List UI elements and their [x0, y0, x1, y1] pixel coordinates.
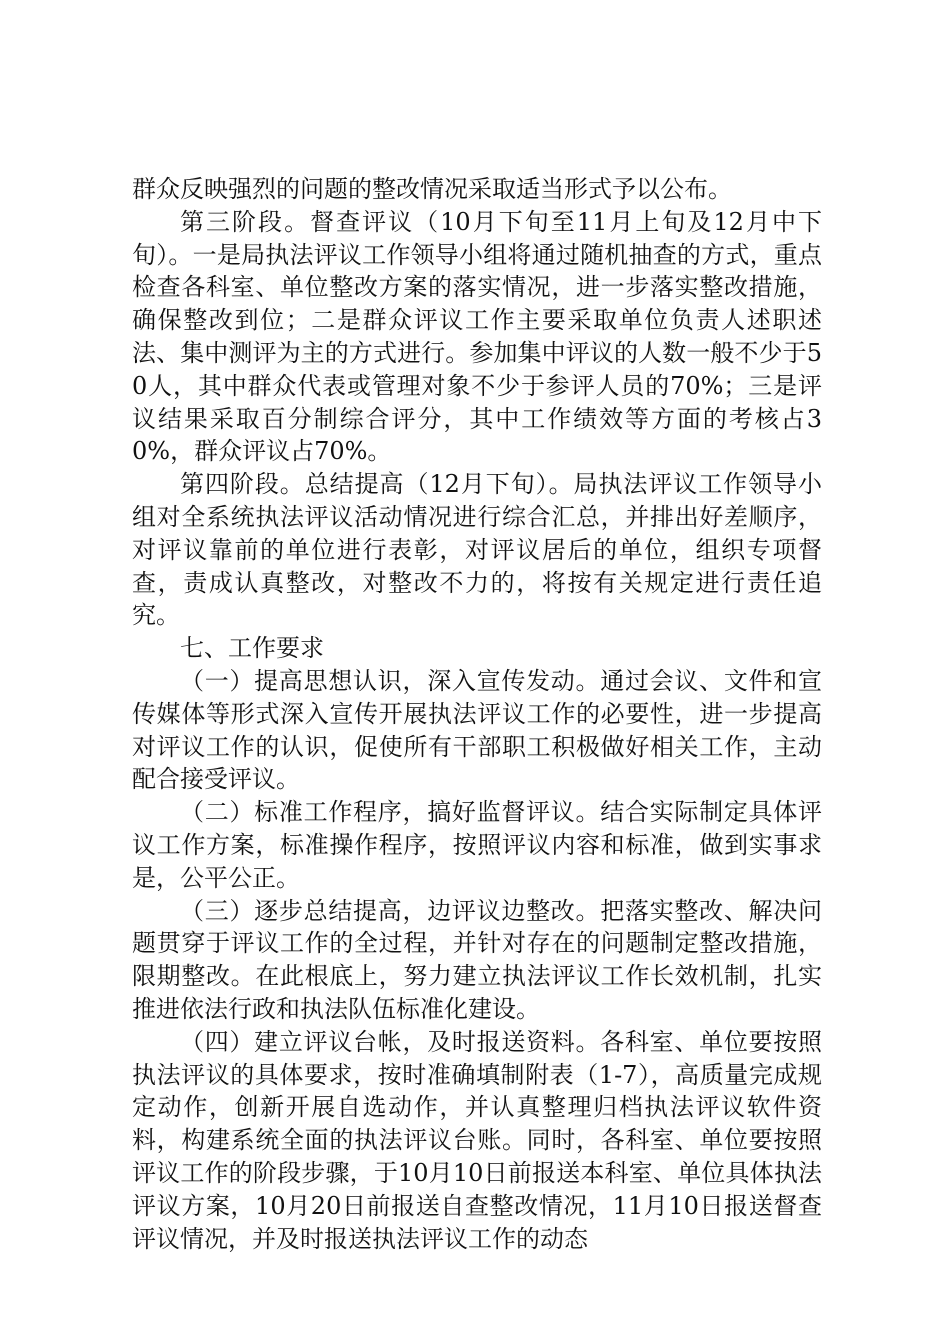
section-heading-work-requirements: 七、工作要求 [180, 634, 324, 663]
paragraph-1: 群众反映强烈的问题的整改情况采取适当形式予以公布。 [132, 175, 732, 203]
paragraph-stage-four: 第四阶段。总结提高（12月下旬）。局执法评议工作领导小组对全系统执法评议活动情况进行综合汇总，并排出好差顺序，对评议靠前的单位进行表彰，对评议居后的单位，组织专项督查，责成认真整改，对整改不力的，将按有关规定进行责任追究。 [132, 470, 822, 630]
document-body [132, 173, 822, 1255]
paragraph-requirement-3: （三）逐步总结提高，边评议边整改。把落实整改、解决问题贯穿于评议工作的全过程，并针对存在的问题制定整改措施，限期整改。在此根底上，努力建立执法评议工作长效机制，扎实推进依法行政和执法队伍标准化建设。 [132, 896, 822, 1023]
paragraph-requirement-2: （二）标准工作程序，搞好监督评议。结合实际制定具体评议工作方案，标准操作程序，按照评议内容和标准，做到实事求是，公平公正。 [132, 798, 822, 892]
paragraph-stage-three: 第三阶段。督查评议（10月下旬至11月上旬及12月中下旬）。一是局执法评议工作领导小组将通过随机抽查的方式，重点检查各科室、单位整改方案的落实情况，进一步落实整改措施，确保整改到位；二是群众评议工作主要采取单位负责人述职述法、集中测评为主的方式进行。参加集中评议的人数一般不少于50人，其中群众代表或管理对象不少于参评人员的70%；三是评议结果采取百分制综合评分，其中工作绩效等方面的考核占30%，群众评议占70%。 [132, 207, 822, 466]
paragraph-requirement-1: （一）提高思想认识，深入宣传发动。通过会议、文件和宣传媒体等形式深入宣传开展执法评议工作的必要性，进一步提高对评议工作的认识，促使所有干部职工积极做好相关工作，主动配合接受评议。 [132, 666, 822, 794]
paragraph-requirement-4: （四）建立评议台帐，及时报送资料。各科室、单位要按照执法评议的具体要求，按时准确填制附表（1-7），高质量完成规定动作，创新开展自选动作，并认真整理归档执法评议软件资料，构建系统全面的执法评议台账。同时，各科室、单位要按照评议工作的阶段步骤，于10月10日前报送本科室、单位具体执法评议方案，10月20日前报送自查整改情况，11月10日报送督查评议情况，并及时报送执法评议工作的动态 [132, 1027, 822, 1253]
